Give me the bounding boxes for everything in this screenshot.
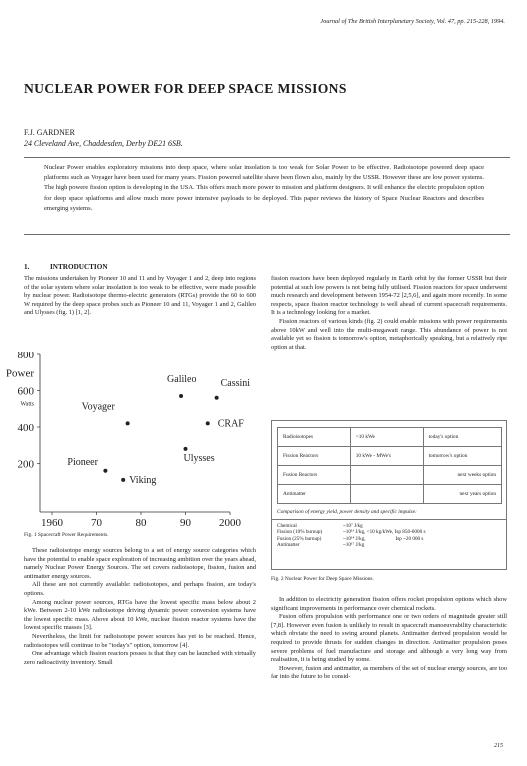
figure-2-box bbox=[271, 420, 507, 570]
section-heading bbox=[24, 263, 108, 271]
data-label-craf: CRAF bbox=[217, 418, 244, 430]
figure-1-caption: Fig. 1 Spacecraft Power Requirements. bbox=[24, 532, 109, 538]
data-label-viking: Viking bbox=[129, 474, 157, 486]
impulse-value: ~10¹⁷ J/kg bbox=[343, 542, 365, 549]
impulse-list bbox=[277, 523, 501, 549]
paragraph: The missions undertaken by Pioneer 10 and 11 and by Voyager 1 and 2, deep into regions of the solar system where solar insolation is too weak to be effective, were made possible by nuclear power. Radioisotope thermo-electric generators (RTGs) provide the 60 to 600 W required by the deep space probes such as Pioneer 10 and 11, Voyager 1 and 2, Galileo and Ulysses (fig. 1) [1, 2]. bbox=[24, 275, 256, 317]
author-address: 24 Cleveland Ave, Chaddesden, Derby DE21 6SB. bbox=[24, 139, 183, 148]
paragraph: Among nuclear power sources, RTGs have the lowest specific mass below about 2 kWe. Between 2-10 kWe radioisotope driving dynamic power conversion systems have the lowest specific mass. Above about 10 kWe, nuclear fission reactor systems have the lowest specific masses [3]. bbox=[24, 598, 256, 632]
table-cell: <10 kWe bbox=[350, 428, 423, 447]
table-cell bbox=[350, 466, 423, 485]
data-point-cassini bbox=[215, 396, 219, 400]
paragraph: Fission reactors of various kinds (fig. 2) could enable missions with power requirements above 10kW and well into the multi-megawatt range. This abundance of power is not available yet so fission is tomorrow's option, metaphorically speaking, but a relatively ripe option at that. bbox=[271, 317, 507, 351]
left-column-top bbox=[24, 275, 256, 318]
x-tick-label: 1960 bbox=[41, 517, 63, 529]
y-axis-title: Power bbox=[5, 367, 34, 380]
chart-points bbox=[67, 374, 250, 486]
right-column-bottom bbox=[271, 596, 507, 682]
y-tick-label: 600 bbox=[17, 385, 34, 398]
impulse-name: Chemical bbox=[277, 523, 297, 529]
paper-title: NUCLEAR POWER FOR DEEP SPACE MISSIONS bbox=[24, 81, 347, 96]
x-tick-label: 70 bbox=[91, 517, 102, 529]
data-label-voyager: Voyager bbox=[81, 401, 115, 413]
left-column-bottom bbox=[24, 547, 256, 667]
table-cell: next years option bbox=[423, 485, 501, 504]
divider bbox=[272, 519, 506, 520]
author-name: F.J. GARDNER bbox=[24, 128, 75, 137]
paragraph: Nevertheless, the limit for radioisotope power sources has yet to be reached. Hence, radioisotopes will continue to be "today's" option, tomorrow [4]. bbox=[24, 632, 256, 649]
impulse-value: ~10¹³ J/kg, <10 kg/kWe, Isp 850-6000 s bbox=[343, 529, 426, 536]
paragraph: Fusion offers propulsion with performance one or two orders of magnitude greater still [7,8]. However even fusion is unlikely to result in spacecraft manoeuvrability characteristic which obviate the need to swing around planets. Antimatter derived propulsion would be required to provide thrusts for sudden changes in direction. Antimatter propulsion poses severe problems of fuel manufacture and storage and although a very long way from realisation, it is being studied by some. bbox=[271, 613, 507, 664]
y-tick-label: 800 bbox=[17, 352, 34, 361]
y-tick-label: 200 bbox=[17, 458, 34, 471]
figure-2-caption: Fig. 2 Nuclear Power for Deep Space Missions. bbox=[271, 576, 374, 582]
table-cell: today's option bbox=[423, 428, 501, 447]
data-label-ulysses: Ulysses bbox=[183, 452, 215, 464]
data-point-ulysses bbox=[184, 447, 188, 451]
chart-ticks bbox=[6, 352, 242, 529]
y-tick-label: 400 bbox=[17, 422, 34, 434]
journal-reference: Journal of The British Interplanetary Society, Vol. 47, pp. 215-228, 1994. bbox=[320, 18, 505, 25]
table-cell: Radioisotopes bbox=[278, 428, 351, 447]
y-axis-unit: Watts bbox=[20, 401, 34, 408]
impulse-value: ~10¹⁴ J/kg, Isp ~20 000 s bbox=[343, 535, 424, 542]
data-point-pioneer bbox=[103, 469, 107, 473]
table-row bbox=[278, 466, 502, 485]
figure-1-chart bbox=[0, 352, 262, 532]
data-point-craf bbox=[206, 421, 210, 425]
paragraph: All these are not currently available: radioisotopes, and perhaps fission, are today's options. bbox=[24, 581, 256, 597]
energy-options-table bbox=[277, 427, 502, 504]
paragraph: However, fusion and antimatter, as members of the set of nuclear energy sources, are too far into the future to be consid- bbox=[271, 664, 507, 681]
data-point-viking bbox=[121, 478, 125, 482]
section-number: 1. bbox=[24, 263, 30, 271]
data-point-voyager bbox=[126, 421, 130, 425]
impulse-row bbox=[277, 542, 501, 548]
data-label-pioneer: Pioneer bbox=[67, 456, 98, 468]
table-row bbox=[278, 447, 502, 466]
paragraph: In addition to electricity generation fission offers rocket propulsion options which show significant improvements in performance over chemical rockets. bbox=[271, 596, 507, 612]
paragraph: One advantage which fission reactors posses is that they can be launched with virtually zero radioactivity inventory. Small bbox=[24, 650, 256, 666]
table-cell: tomorrow's option bbox=[423, 447, 501, 466]
x-tick-label: 90 bbox=[180, 517, 191, 529]
paragraph: fission reactors have been deployed regularly in Earth orbit by the former USSR but their potential at such low powers is not being fully utilised. Fission reactors for space underwent much research and development between 1954-72 [2,5,6], and again more recently. In some respects, space fission reactor technology is well ahead of current spacecraft requirements. It is a technology looking for a market. bbox=[271, 275, 507, 317]
x-tick-label: 80 bbox=[135, 517, 147, 529]
paragraph: These radioisotope energy sources belong to a set of energy source categories which have the potential to enable space exploration of increasing ambition over the years ahead, namely Nuclear Power Energy Sources. The set covers radioisotope, fission, fusion and antimatter energy sources. bbox=[24, 547, 256, 580]
right-column-top bbox=[271, 275, 507, 352]
impulse-name: Antimatter bbox=[277, 542, 300, 549]
table-cell: Antimatter bbox=[278, 485, 351, 504]
x-tick-label: 2000 bbox=[219, 517, 241, 529]
table-cell bbox=[350, 485, 423, 504]
page-number: 215 bbox=[494, 743, 503, 749]
table-row bbox=[278, 428, 502, 447]
impulse-name: Fusion (25% burnup) bbox=[277, 535, 322, 542]
abstract-top-rule bbox=[24, 157, 510, 158]
chart-axes bbox=[40, 354, 230, 512]
table-cell: next weeks option bbox=[423, 466, 501, 485]
table-row bbox=[278, 485, 502, 504]
table-cell: 10 kWe - MWe's bbox=[350, 447, 423, 466]
impulse-name: Fission (10% burnup) bbox=[277, 529, 323, 536]
impulse-value: ~10⁷ J/kg bbox=[343, 523, 363, 529]
table-cell: Fusion Reactors bbox=[278, 466, 351, 485]
data-point-galileo bbox=[179, 394, 183, 398]
data-label-cassini: Cassini bbox=[220, 377, 251, 389]
data-label-galileo: Galileo bbox=[167, 373, 197, 385]
table-cell: Fission Reactors bbox=[278, 447, 351, 466]
impulse-heading: Comparison of energy yield, power density and specific impulse: bbox=[277, 509, 417, 515]
abstract: Nuclear Power enables exploratory missions into deep space, where solar insolation is too weak for Solar Power to be effective. Radioisotope powered deep space platforms such as Voyager have been used for many years. Fission powered satellite shave been flown also, mainly by the USSR. However these are low power systems. The high powere fission option is developing in the USA. This offers much more power to mission and platform designers. It will enhance the electric propulsion option for deep space splatforms and allow much more power intensive payloads to be deployed. This paper reviews the history of Space Nuclear Reactors and describes emerging systems. bbox=[44, 164, 484, 212]
section-title: INTRODUCTION bbox=[50, 263, 108, 271]
abstract-bottom-rule bbox=[24, 234, 510, 235]
